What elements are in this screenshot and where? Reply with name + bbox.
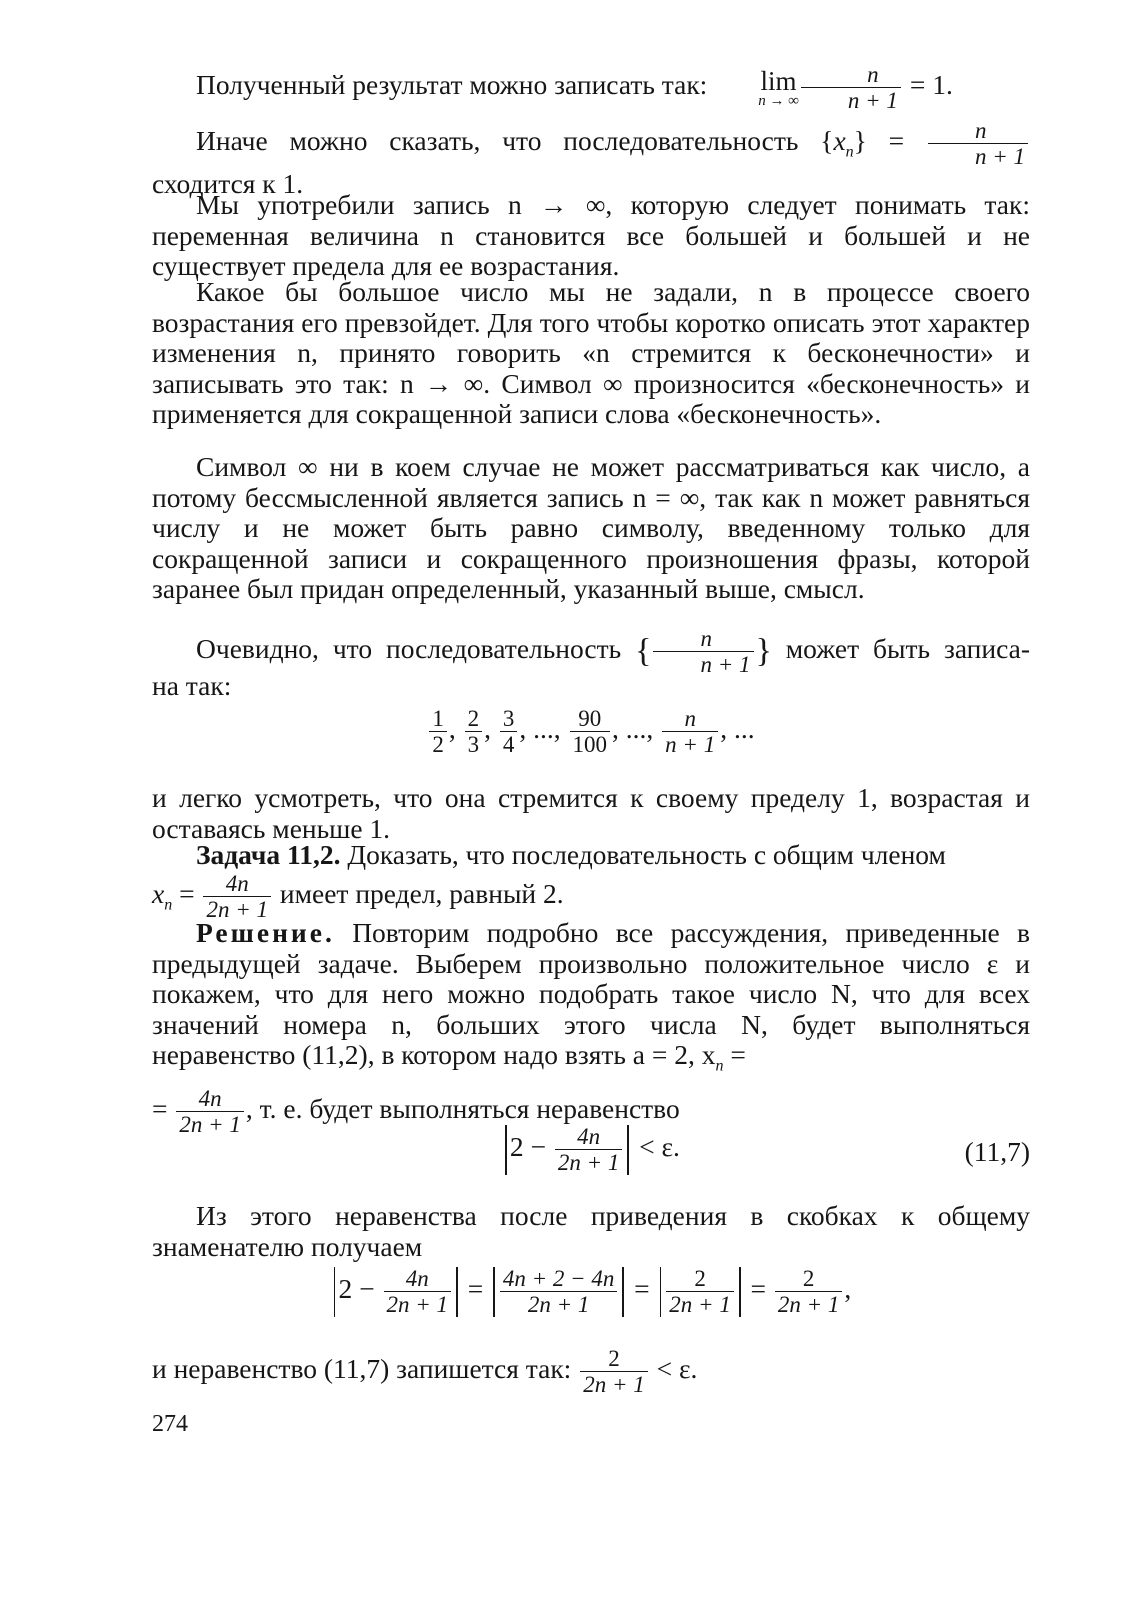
fraction: $\frac{2}{2n + 1}$ (775, 1266, 843, 1317)
paragraph-common-denominator: Из этого неравенства после приведения в скобках к общему знаменателю получаем (152, 1200, 1030, 1262)
paragraph-sequence-written: Очевидно, что последовательность { $\frac{n}{n + 1}$ } может быть записа- на так: (152, 626, 1031, 701)
fraction: $\frac{n}{n + 1}$ (928, 118, 1028, 169)
equation-chain: 2 − $\frac{4n}{2n + 1}$ = $\frac{4n + 2 - 4n}{2n + 1}$ = $\frac{2}{2n + 1}$ = $\frac{2}{2n + 1}$ , (152, 1266, 1030, 1322)
fraction: $\frac{4n}{2n + 1}$ (203, 871, 271, 922)
fraction: $\frac{4n + 2 - 4n}{2n + 1}$ (500, 1266, 618, 1317)
fraction: $\frac{4n}{2n + 1}$ (384, 1266, 452, 1317)
fraction: $\frac{4n}{2n + 1}$ (176, 1086, 244, 1137)
fraction: $\frac{n}{n + 1}$ (801, 62, 901, 113)
page-number: 274 (152, 1411, 188, 1437)
paragraph-infinity: Какое бы большое число мы не задали, n в процессе своего возрастания его превзойдет. Для того чтобы коротко описать этот характер изменения n, принято говорить «n стремится к бесконечности» и записывать это так: n → ∞. Символ ∞ произносится «бесконечность» и применяется для сокращенной записи слова «бесконечность». (152, 276, 1030, 429)
fraction: $\frac{4n}{2n + 1}$ (555, 1124, 623, 1175)
fraction: $\frac{2}{2n + 1}$ (580, 1346, 648, 1397)
paragraph-notation: Мы употребили запись n → ∞, которую следует понимать так: переменная величина n становится все большей и большей и не существует предела для ее возрастания. (152, 189, 1030, 281)
solution-paragraph: Решение. Повторим подробно все рассуждения, приведенные в предыдущей задаче. Выберем произвольно положительное число ε и покажем, что для него можно подобрать такое число N, что для всех значений номера n, больших этого числа N, будет выполняться неравенство (11,2), в котором надо взять a = 2, $x_n$ = = $\frac{4n}{2n + 1}$ , т. е. будет выполняться неравенство (152, 917, 1030, 1137)
paragraph-symbol: Символ ∞ ни в коем случае не может рассматриваться как число, а потому бессмысленной является запись n = ∞, так как n может равняться числу и не может быть равно символу, введенному только для сокращенной записи и сокращенного произношения фразы, которой заранее был придан определенный, указанный выше, смысл. (152, 451, 1030, 604)
paragraph-result: Полученный результат можно записать так: lim n → ∞ $\frac{n}{n + 1}$ = 1. (196, 62, 953, 113)
seq-fraction-4: $\frac{90}{100}$ (570, 706, 611, 757)
paragraph-limit-one: и легко усмотреть, что она стремится к своему пределу 1, возрастая и оставаясь меньше 1. (152, 782, 1030, 844)
seq-fraction-3: $\frac{3}{4}$ (500, 706, 518, 757)
sequence-display: $\frac{1}{2}$ , $\frac{2}{3}$ , $\frac{3}{4}$ , ..., $\frac{90}{100}$ , ..., $\frac{n}{n + 1}$ , ... (152, 706, 1030, 757)
seq-fraction-1: $\frac{1}{2}$ (429, 706, 447, 757)
inequality-11-7: 2 − $\frac{4n}{2n + 1}$ < ε. (11,7) (152, 1124, 1030, 1180)
paragraph-inequality-rewritten: и неравенство (11,7) запишется так: $\frac{2}{2n + 1}$ < ε. (152, 1346, 698, 1397)
limit-operator: lim n → ∞ (758, 65, 799, 109)
problem-11-2: Задача 11,2. Доказать, что последовательность с общим членом $x_n$ = $\frac{4n}{2n + 1}$ имеет предел, равный 2. (152, 839, 946, 922)
fraction: $\frac{2}{2n + 1}$ (666, 1266, 734, 1317)
seq-fraction-2: $\frac{2}{3}$ (465, 706, 483, 757)
fraction: $\frac{n}{n + 1}$ (653, 626, 753, 677)
seq-fraction-5: $\frac{n}{n + 1}$ (662, 706, 718, 757)
paragraph-sequence-converges: Иначе можно сказать, что последовательность $\{x_n\}$ = $\frac{n}{n + 1}$ сходится к 1. (152, 118, 1030, 200)
equation-number: (11,7) (964, 1136, 1030, 1167)
